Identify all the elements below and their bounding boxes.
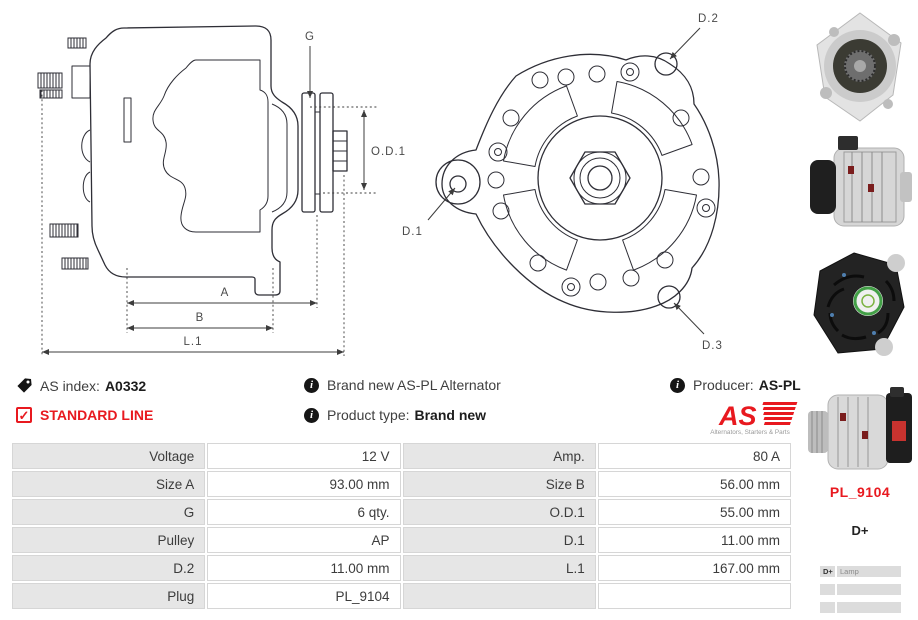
product-type-label: Product type:: [327, 407, 410, 423]
pin-desc: [837, 584, 901, 595]
checkbox-checked-icon: ✓: [16, 407, 32, 423]
producer-info: [670, 377, 801, 393]
producer-label: Producer:: [693, 377, 754, 393]
as-pl-logo[interactable]: [697, 397, 803, 437]
info-icon: i: [304, 378, 319, 393]
dim-label-d3: D.3: [702, 340, 723, 352]
pin-name: D+: [820, 566, 835, 577]
spec-label: Size B: [403, 471, 596, 497]
table-row: [12, 583, 791, 609]
dim-label-l1: L.1: [183, 336, 203, 348]
front-view-technical-drawing: [398, 0, 800, 366]
table-row: [12, 471, 791, 497]
pin-row: [820, 602, 901, 613]
spec-label: Size A: [12, 471, 205, 497]
spec-table: [12, 443, 791, 611]
product-type-value: Brand new: [414, 407, 487, 423]
dim-label-b: B: [195, 312, 205, 324]
dim-label-g: G: [305, 31, 315, 43]
spec-value: 12 V: [207, 443, 400, 469]
product-type-info: [304, 407, 486, 423]
logo-tagline: Alternators, Starters & Parts: [710, 429, 790, 436]
pin-row: [820, 584, 901, 595]
producer-value: AS-PL: [758, 377, 801, 393]
spec-value: 56.00 mm: [598, 471, 791, 497]
spec-value: 11.00 mm: [207, 555, 400, 581]
product-photo-rear[interactable]: [804, 245, 916, 362]
spec-value: 167.00 mm: [598, 555, 791, 581]
spec-value: 11.00 mm: [598, 527, 791, 553]
dim-label-d2: D.2: [698, 13, 719, 25]
standard-line: [16, 407, 153, 423]
side-view-technical-drawing: [10, 0, 407, 366]
spec-value: 80 A: [598, 443, 791, 469]
spec-label: D.2: [12, 555, 205, 581]
spec-label: Pulley: [12, 527, 205, 553]
info-icon: i: [670, 378, 685, 393]
spec-value: 93.00 mm: [207, 471, 400, 497]
pin-row: [820, 566, 901, 577]
spec-value: 6 qty.: [207, 499, 400, 525]
spec-label: Plug: [12, 583, 205, 609]
spec-label: G: [12, 499, 205, 525]
plug-code-label: PL_9104: [829, 484, 891, 500]
pin-desc: Lamp: [837, 566, 901, 577]
spec-value: PL_9104: [207, 583, 400, 609]
dim-label-a: A: [220, 287, 230, 299]
spec-label: D.1: [403, 527, 596, 553]
product-photo-side[interactable]: [804, 132, 916, 240]
spec-value: 55.00 mm: [598, 499, 791, 525]
brand-new-info: [304, 377, 501, 393]
pin-name: [820, 602, 835, 613]
spec-label: O.D.1: [403, 499, 596, 525]
product-photo-side-2[interactable]: [804, 385, 916, 478]
pin-table: [820, 566, 901, 620]
spec-label: Amp.: [403, 443, 596, 469]
spec-value: [598, 583, 791, 609]
logo-text: AS: [719, 401, 757, 431]
standard-line-label: STANDARD LINE: [40, 407, 154, 423]
as-index: [16, 377, 146, 394]
spec-label: [403, 583, 596, 609]
tag-icon: [16, 377, 33, 394]
as-index-label: AS index:: [40, 377, 100, 394]
terminal-label: D+: [851, 523, 869, 538]
table-row: [12, 527, 791, 553]
table-row: [12, 443, 791, 469]
as-index-value: A0332: [104, 377, 147, 394]
dim-label-od1: O.D.1: [371, 146, 407, 158]
product-photo-front[interactable]: [804, 8, 916, 128]
dim-label-d1: D.1: [402, 226, 423, 238]
spec-label: Voltage: [12, 443, 205, 469]
spec-value: AP: [207, 527, 400, 553]
brand-new-text: Brand new AS-PL Alternator: [327, 377, 501, 393]
table-row: [12, 555, 791, 581]
spec-label: L.1: [403, 555, 596, 581]
table-row: [12, 499, 791, 525]
info-icon: i: [304, 408, 319, 423]
pin-name: [820, 584, 835, 595]
pin-desc: [837, 602, 901, 613]
